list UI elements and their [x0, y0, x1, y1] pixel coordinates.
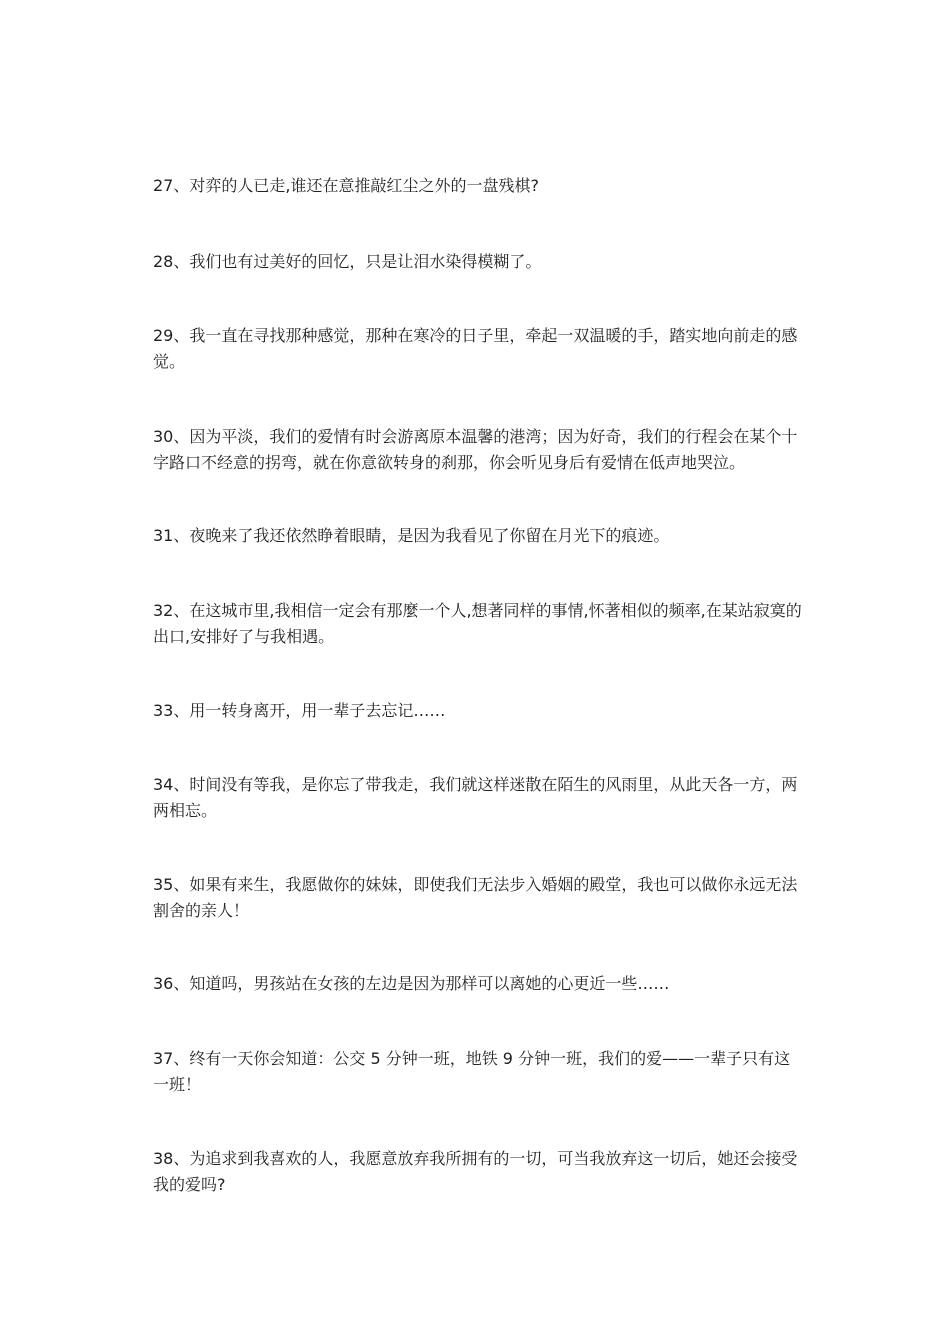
quote-37: 37、终有一天你会知道：公交 5 分钟一班，地铁 9 分钟一班，我们的爱——一辈子只有这一班！	[153, 1049, 791, 1094]
quote-38: 38、为追求到我喜欢的人，我愿意放弃我所拥有的一切，可当我放弃这一切后，她还会接受我的爱吗?	[153, 1149, 798, 1194]
quote-33: 33、用一转身离开，用一辈子去忘记……	[153, 701, 446, 720]
quote-29: 29、我一直在寻找那种感觉，那种在寒冷的日子里，牵起一双温暖的手，踏实地向前走的感觉。	[153, 326, 798, 371]
quote-36: 36、知道吗，男孩站在女孩的左边是因为那样可以离她的心更近一些……	[153, 974, 670, 993]
quote-35: 35、如果有来生，我愿做你的妹妹，即使我们无法步入婚姻的殿堂，我也可以做你永远无法割舍的亲人！	[153, 875, 798, 920]
quote-30: 30、因为平淡，我们的爱情有时会游离原本温馨的港湾；因为好奇，我们的行程会在某个十字路口不经意的拐弯，就在你意欲转身的刹那，你会听见身后有爱情在低声地哭泣。	[153, 427, 798, 472]
quote-28: 28、我们也有过美好的回忆，只是让泪水染得模糊了。	[153, 252, 542, 271]
quote-32: 32、在这城市里,我相信一定会有那麼一个人,想著同样的事情,怀著相似的频率,在某站寂寞的出口,安排好了与我相遇。	[153, 601, 802, 646]
quote-27: 27、对弈的人已走,谁还在意推敲红尘之外的一盘残棋?	[153, 176, 539, 195]
quote-31: 31、夜晚来了我还依然睁着眼睛，是因为我看见了你留在月光下的痕迹。	[153, 526, 670, 545]
quote-34: 34、时间没有等我，是你忘了带我走，我们就这样迷散在陌生的风雨里，从此天各一方，两两相忘。	[153, 775, 798, 820]
